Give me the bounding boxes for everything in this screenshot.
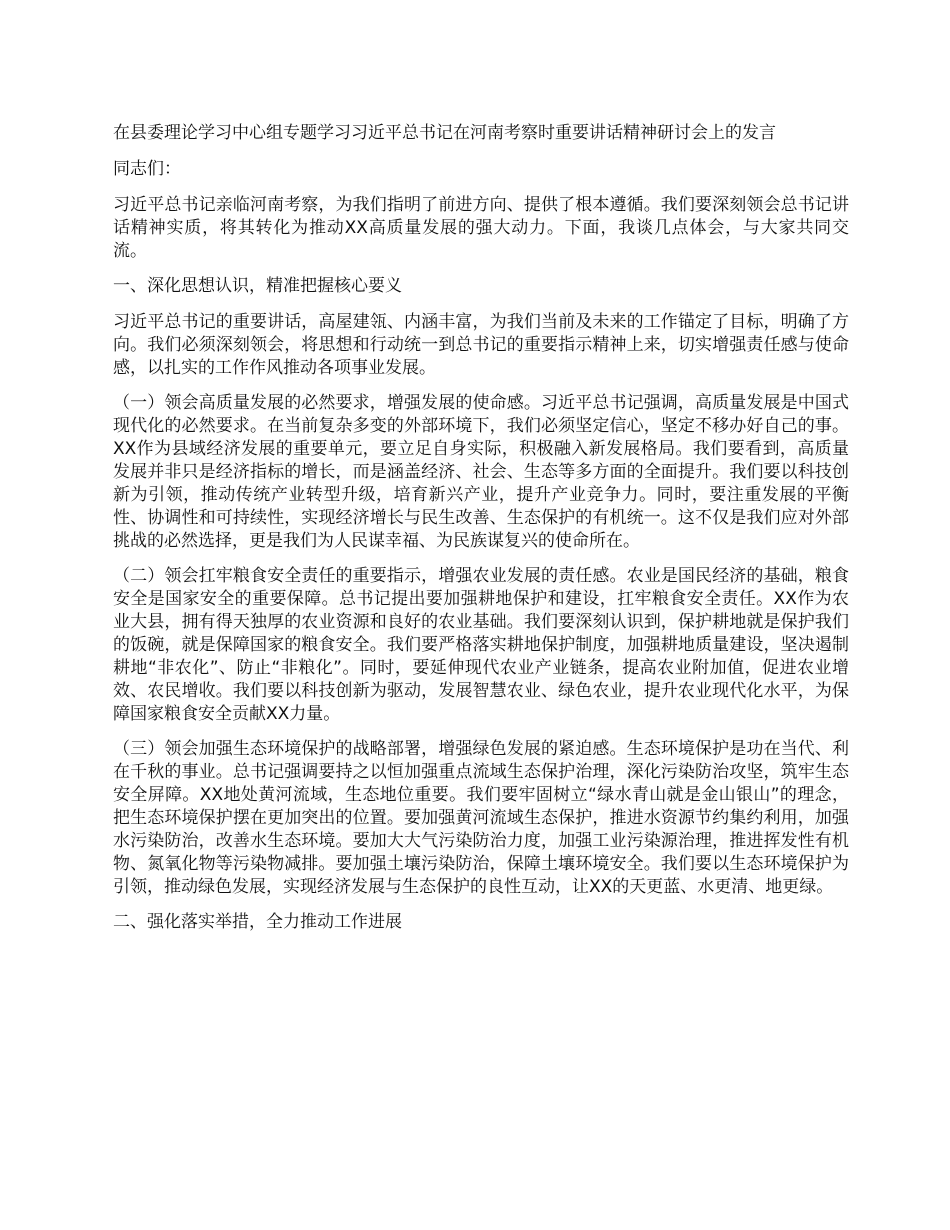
greeting: 同志们： (113, 159, 181, 179)
section-1-intro-paragraph: 习近平总书记的重要讲话，高屋建瓴、内涵丰富，为我们当前及未来的工作锚定了目标，明确了方向。我们必须深刻领会，将思想和行动统一到总书记的重要指示精神上来，切实增强责任感与使命感，以扎实的工作作风推动各项事业发展。 (113, 312, 849, 378)
subsection-3-paragraph: （三）领会加强生态环境保护的战略部署，增强绿色发展的紧迫感。生态环境保护是功在当代、利在千秋的事业。总书记强调要持之以恒加强重点流域生态保护治理，深化污染防治攻坚，筑牢生态安全屏障。XX地处黄河流域，生态地位重要。我们要牢固树立“绿水青山就是金山银山”的理念，把生态环境保护摆在更加突出的位置。要加强黄河流域生态保护，推进水资源节约集约利用，加强水污染防治，改善水生态环境。要加大大气污染防治力度，加强工业污染源治理，推进挥发性有机物、氮氧化物等污染物减排。要加强土壤污染防治，保障土壤环境安全。我们要以生态环境保护为引领，推动绿色发展，实现经济发展与生态保护的良性互动，让XX的天更蓝、水更清、地更绿。 (113, 739, 849, 897)
document-page (113, 122, 849, 947)
section-1-heading: 一、深化思想认识，精准把握核心要义 (113, 276, 402, 296)
intro-paragraph: 习近平总书记亲临河南考察，为我们指明了前进方向、提供了根本遵循。我们要深刻领会总书记讲话精神实质，将其转化为推动XX高质量发展的强大动力。下面，我谈几点体会，与大家共同交流。 (113, 195, 849, 261)
section-2-heading: 二、强化落实举措，全力推动工作进展 (113, 912, 402, 932)
subsection-1-paragraph: （一）领会高质量发展的必然要求，增强发展的使命感。习近平总书记强调，高质量发展是中国式现代化的必然要求。在当前复杂多变的外部环境下，我们必须坚定信心，坚定不移办好自己的事。XX作为县域经济发展的重要单元，要立足自身实际，积极融入新发展格局。我们要看到，高质量发展并非只是经济指标的增长，而是涵盖经济、社会、生态等多方面的全面提升。我们要以科技创新为引领，推动传统产业转型升级，培育新兴产业，提升产业竞争力。同时，要注重发展的平衡性、协调性和可持续性，实现经济增长与民生改善、生态保护的有机统一。这不仅是我们应对外部挑战的必然选择，更是我们为人民谋幸福、为民族谋复兴的使命所在。 (113, 393, 849, 551)
subsection-2-paragraph: （二）领会扛牢粮食安全责任的重要指示，增强农业发展的责任感。农业是国民经济的基础，粮食安全是国家安全的重要保障。总书记提出要加强耕地保护和建设，扛牢粮食安全责任。XX作为农业大县，拥有得天独厚的农业资源和良好的农业基础。我们要深刻认识到，保护耕地就是保护我们的饭碗，就是保障国家的粮食安全。我们要严格落实耕地保护制度，加强耕地质量建设，坚决遏制耕地“非农化”、防止“非粮化”。同时，要延伸现代农业产业链条，提高农业附加值，促进农业增效、农民增收。我们要以科技创新为驱动，发展智慧农业、绿色农业，提升农业现代化水平，为保障国家粮食安全贡献XX力量。 (113, 566, 849, 724)
document-title: 在县委理论学习中心组专题学习习近平总书记在河南考察时重要讲话精神研讨会上的发言 (113, 123, 776, 143)
